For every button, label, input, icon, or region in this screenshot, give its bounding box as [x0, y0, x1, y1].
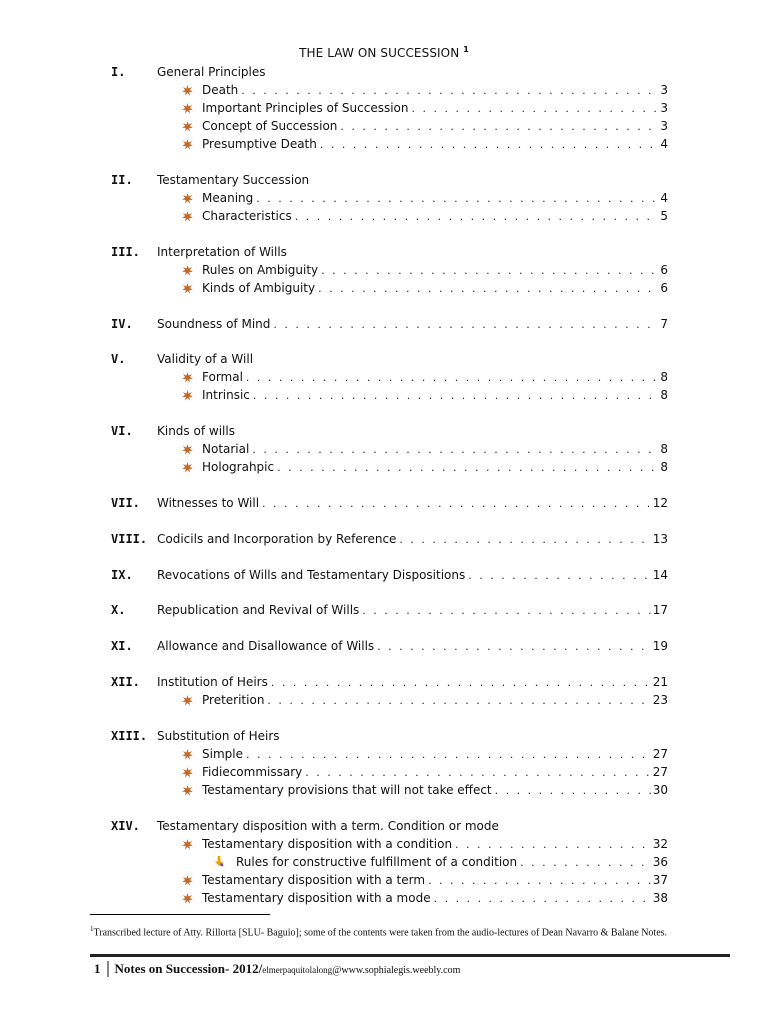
toc-section-heading [0, 171, 768, 189]
toc-entry-text [157, 601, 668, 620]
toc-page-number: 32 [652, 837, 668, 851]
toc-entry-label: General Principles [157, 65, 266, 79]
toc-section [0, 727, 768, 799]
toc-entry-label: Meaning [202, 191, 254, 205]
toc-entry-label: Notarial [202, 442, 250, 456]
toc-page-number: 4 [660, 137, 668, 151]
dot-leader [377, 638, 651, 656]
footnote-text: Transcribed lecture of Atty. Rillorta [SLU- Baguio]; some of the contents were taken from the audio-lectures of Dean Navarro & Balane Notes. [93, 927, 668, 939]
toc-entry-label: Kinds of wills [157, 424, 235, 438]
toc-entry-label: Holograhpic [202, 460, 275, 474]
dot-leader [252, 441, 658, 459]
toc-entry-text [202, 871, 668, 890]
toc-entry-text [202, 117, 668, 136]
toc-entry-label: Codicils and Incorporation by Reference [157, 532, 397, 546]
dot-leader [246, 369, 658, 387]
toc-entry-label: Death [202, 83, 239, 97]
toc-entry-text [157, 315, 668, 334]
toc-entry-label: Testamentary provisions that will not take effect [202, 783, 492, 797]
toc-section [0, 315, 768, 333]
dot-leader [295, 208, 659, 226]
toc-page-number: 21 [652, 675, 668, 689]
star-bullet-icon [182, 695, 193, 706]
toc-section [0, 673, 768, 709]
toc-entry-text [157, 727, 280, 745]
toc-entry-label: Testamentary disposition with a term. Condition or mode [157, 819, 499, 833]
toc-page-number: 3 [660, 83, 668, 97]
roman-numeral: I. [111, 65, 126, 79]
toc-entry-label: Presumptive Death [202, 137, 317, 151]
footnote [90, 922, 720, 940]
star-bullet-icon [182, 283, 193, 294]
toc-entry-label: Concept of Succession [202, 119, 338, 133]
toc-item [0, 835, 768, 853]
toc-section-heading [0, 601, 768, 619]
toc-entry-text [202, 368, 668, 387]
roman-numeral: X. [111, 603, 126, 617]
toc-entry-label: Simple [202, 747, 243, 761]
dot-leader [267, 692, 650, 710]
toc-entry-label: Institution of Heirs [157, 675, 268, 689]
footer-title: Notes on Succession- 2012/ [114, 961, 263, 976]
toc-entry-text [157, 422, 235, 440]
toc-item [0, 691, 768, 709]
toc-item [0, 99, 768, 117]
dot-leader [277, 459, 658, 477]
toc-item [0, 745, 768, 763]
toc-entry-label: Validity of a Will [157, 352, 254, 366]
toc-section [0, 494, 768, 512]
toc-entry-label: Republication and Revival of Wills [157, 603, 360, 617]
toc-entry-text [157, 350, 253, 368]
dot-leader [362, 602, 650, 620]
toc-page-number: 19 [652, 639, 668, 653]
toc-section [0, 637, 768, 655]
toc-item [0, 781, 768, 799]
roman-numeral: XIV. [111, 819, 140, 833]
toc-page-number: 30 [652, 783, 668, 797]
toc-entry-text [157, 566, 668, 585]
star-bullet-icon [182, 103, 193, 114]
dot-leader [273, 316, 658, 334]
toc-section-heading [0, 494, 768, 512]
toc-page-number: 36 [652, 855, 668, 869]
toc-page-number: 8 [660, 388, 668, 402]
toc-entry-label: Testamentary disposition with a mode [202, 891, 431, 905]
toc-entry-label: Preterition [202, 693, 265, 707]
star-bullet-icon [182, 893, 193, 904]
dot-leader [262, 495, 651, 513]
star-bullet-icon [182, 875, 193, 886]
toc-item [0, 261, 768, 279]
toc-section-heading [0, 673, 768, 691]
toc-section-heading [0, 315, 768, 333]
toc-entry-text [157, 63, 266, 81]
toc-page-number: 5 [660, 209, 668, 223]
dot-leader [520, 854, 651, 872]
toc-section-heading [0, 727, 768, 745]
dot-leader [246, 746, 651, 764]
toc-entry-text [202, 261, 668, 280]
dot-leader [271, 674, 651, 692]
toc-section-heading [0, 637, 768, 655]
toc-page-number: 23 [652, 693, 668, 707]
roman-numeral: XIII. [111, 729, 148, 743]
toc-entry-label: Allowance and Disallowance of Wills [157, 639, 375, 653]
toc-entry-text [157, 817, 499, 835]
toc-item [0, 368, 768, 386]
toc-page-number: 6 [660, 281, 668, 295]
toc-page-number: 17 [652, 603, 668, 617]
toc-item [0, 889, 768, 907]
toc-entry-label: Substitution of Heirs [157, 729, 280, 743]
toc-section [0, 566, 768, 584]
footer-author: elmerpaquitolalong [262, 965, 333, 975]
footer-divider [90, 954, 730, 957]
toc-page-number: 8 [660, 442, 668, 456]
toc-entry-text [157, 171, 309, 189]
toc-entry-label: Fidiecommissary [202, 765, 303, 779]
star-bullet-icon [182, 193, 193, 204]
toc-entry-label: Kinds of Ambiguity [202, 281, 316, 295]
dot-leader [455, 836, 651, 854]
toc-section-heading [0, 566, 768, 584]
dot-leader [321, 262, 658, 280]
toc-entry-text [157, 243, 287, 261]
toc-page-number: 8 [660, 370, 668, 384]
dot-leader [468, 567, 650, 585]
star-bullet-icon [182, 785, 193, 796]
dot-leader [495, 782, 651, 800]
toc-page-number: 6 [660, 263, 668, 277]
toc-entry-label: Rules on Ambiguity [202, 263, 319, 277]
toc-entry-label: Testamentary disposition with a condition [202, 837, 453, 851]
toc-page-number: 12 [652, 496, 668, 510]
page-footer [94, 960, 460, 978]
toc-entry-text [202, 889, 668, 908]
toc-entry-text [202, 81, 668, 100]
toc-section [0, 171, 768, 225]
toc-entry-text [236, 853, 668, 872]
star-bullet-icon [182, 85, 193, 96]
toc-item [0, 207, 768, 225]
toc-item [0, 189, 768, 207]
toc-entry-label: Revocations of Wills and Testamentary Dispositions [157, 568, 466, 582]
toc-page-number: 13 [652, 532, 668, 546]
toc-section [0, 530, 768, 548]
roman-numeral: IV. [111, 317, 133, 331]
toc-entry-text [202, 763, 668, 782]
toc-entry-label: Rules for constructive fulfillment of a condition [236, 855, 518, 869]
toc-entry-label: Characteristics [202, 209, 292, 223]
toc-section-heading [0, 350, 768, 368]
star-bullet-icon [182, 749, 193, 760]
toc-section-heading [0, 243, 768, 261]
toc-entry-text [202, 279, 668, 298]
toc-section [0, 350, 768, 404]
footnote-divider [90, 914, 270, 915]
star-bullet-icon [182, 372, 193, 383]
star-bullet-icon [182, 462, 193, 473]
toc-entry-label: Interpretation of Wills [157, 245, 287, 259]
toc-section-heading [0, 63, 768, 81]
roman-numeral: III. [111, 245, 140, 259]
toc-page-number: 7 [660, 317, 668, 331]
roman-numeral: VIII. [111, 532, 148, 546]
dot-leader [428, 872, 651, 890]
dot-leader [305, 764, 650, 782]
toc-entry-label: Testamentary Succession [157, 173, 310, 187]
toc-entry-text [202, 691, 668, 710]
toc-entry-text [202, 440, 668, 459]
star-bullet-icon [182, 767, 193, 778]
footnote-mark: 1 [90, 925, 94, 933]
toc-item [0, 279, 768, 297]
star-bullet-icon [182, 121, 193, 132]
toc-section [0, 601, 768, 619]
dot-leader [256, 190, 658, 208]
toc-item [0, 440, 768, 458]
toc-section-heading [0, 817, 768, 835]
star-bullet-icon [182, 444, 193, 455]
dot-leader [399, 531, 650, 549]
title-footnote-mark: 1 [463, 45, 469, 54]
toc-page-number: 4 [660, 191, 668, 205]
toc-section [0, 63, 768, 153]
toc-entry-label: Testamentary disposition with a term [202, 873, 426, 887]
toc-section [0, 817, 768, 907]
toc-entry-label: Formal [202, 370, 243, 384]
toc-page-number: 37 [652, 873, 668, 887]
toc-item [0, 871, 768, 889]
toc-entry-text [202, 835, 668, 854]
toc-item [0, 81, 768, 99]
toc-entry-text [202, 99, 668, 118]
footer-page-number: 1 [94, 961, 101, 976]
toc-section [0, 243, 768, 297]
toc-entry-text [202, 207, 668, 226]
roman-numeral: XI. [111, 639, 133, 653]
toc-entry-label: Intrinsic [202, 388, 250, 402]
toc-item [0, 117, 768, 135]
dot-leader [318, 280, 658, 298]
toc-entry-text [202, 135, 668, 154]
toc-page-number: 3 [660, 119, 668, 133]
toc-entry-text [202, 781, 668, 800]
roman-numeral: VI. [111, 424, 133, 438]
star-bullet-icon [182, 265, 193, 276]
star-bullet-icon [182, 211, 193, 222]
dot-leader [241, 82, 658, 100]
footer-separator [107, 961, 109, 977]
toc-entry-text [157, 673, 668, 692]
arrow-bullet-icon [214, 856, 225, 867]
roman-numeral: V. [111, 352, 126, 366]
dot-leader [253, 387, 658, 405]
toc-item [0, 458, 768, 476]
toc-entry-label: Soundness of Mind [157, 317, 271, 331]
toc-page-number: 38 [652, 891, 668, 905]
toc-entry-text [202, 189, 668, 208]
roman-numeral: IX. [111, 568, 133, 582]
toc-page-number: 8 [660, 460, 668, 474]
toc-entry-text [202, 458, 668, 477]
star-bullet-icon [182, 839, 193, 850]
toc-page-number: 3 [660, 101, 668, 115]
toc-entry-text [202, 386, 668, 405]
toc-section [0, 422, 768, 476]
toc-section-heading [0, 422, 768, 440]
toc-entry-text [157, 494, 668, 513]
toc-entry-text [157, 530, 668, 549]
toc-subitem [0, 853, 768, 871]
toc-page-number: 14 [652, 568, 668, 582]
toc-entry-label: Important Principles of Succession [202, 101, 409, 115]
roman-numeral: II. [111, 173, 133, 187]
dot-leader [340, 118, 658, 136]
dot-leader [412, 100, 659, 118]
dot-leader [320, 136, 658, 154]
toc-page-number: 27 [652, 747, 668, 761]
footer-site: @www.sophialegis.weebly.com [332, 965, 461, 976]
star-bullet-icon [182, 139, 193, 150]
toc-entry-label: Witnesses to Will [157, 496, 260, 510]
roman-numeral: XII. [111, 675, 140, 689]
toc-section-heading [0, 530, 768, 548]
toc-entry-text [202, 745, 668, 764]
toc-item [0, 386, 768, 404]
dot-leader [434, 890, 651, 908]
star-bullet-icon [182, 390, 193, 401]
page-title [0, 46, 768, 60]
toc-item [0, 135, 768, 153]
toc-item [0, 763, 768, 781]
toc-page-number: 27 [652, 765, 668, 779]
roman-numeral: VII. [111, 496, 140, 510]
title-text: THE LAW ON SUCCESSION [299, 46, 460, 60]
toc-entry-text [157, 637, 668, 656]
